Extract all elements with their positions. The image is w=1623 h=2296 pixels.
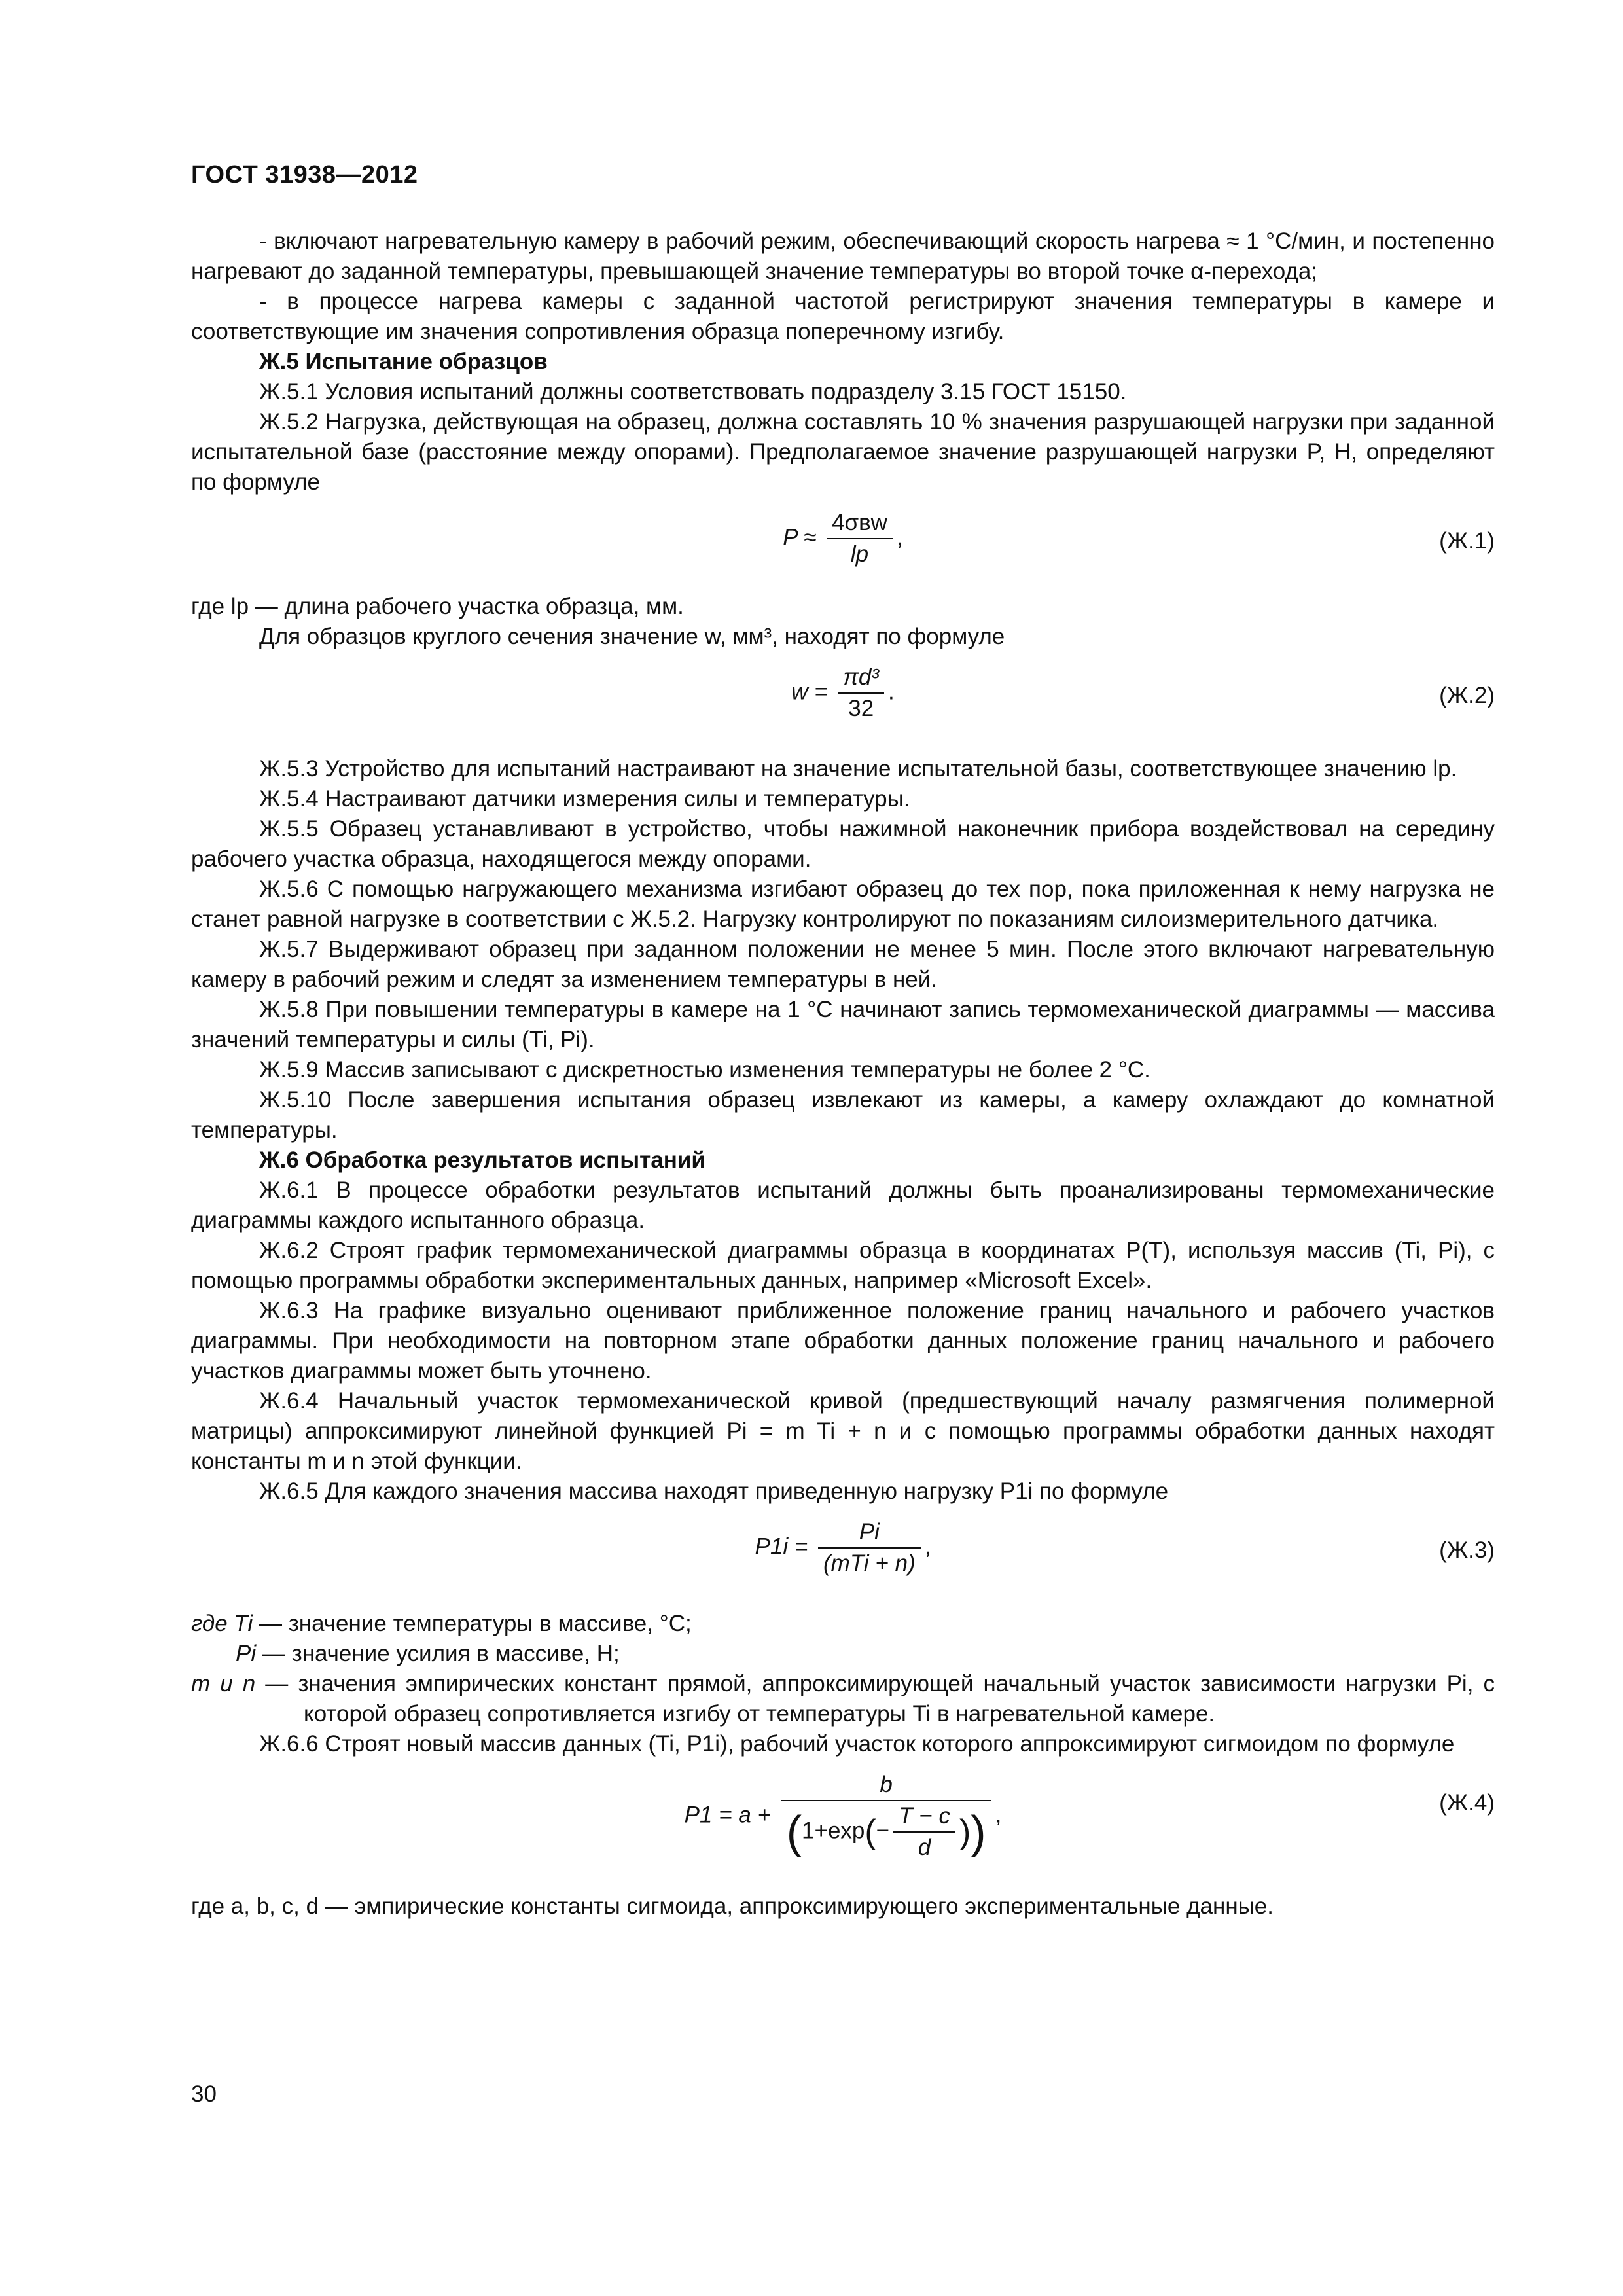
formula-tail: , [995, 1802, 1002, 1828]
body-text [191, 226, 1495, 1922]
paragraph: Ж.5.2 Нагрузка, действующая на образец, должна составлять 10 % значения разрушающей нагрузки при заданной испытательной базе (расстояние между опорами). Предполагаемое значение разрушающей нагрузки P, Н, определяют по формуле [191, 409, 1495, 495]
paragraph: Ж.5.7 Выдерживают образец при заданном положении не менее 5 мин. После этого включают нагревательную камеру в рабочий режим и следят за изменением температуры в ней. [191, 937, 1495, 992]
formula-lhs: P ≈ [783, 524, 817, 550]
where-symbol: где Ti [191, 1611, 253, 1636]
formula-zh1 [191, 508, 1495, 580]
formula-numerator: πd³ [838, 662, 884, 694]
formula-zh3 [191, 1517, 1495, 1596]
paragraph: Ж.5.1 Условия испытаний должны соответствовать подразделу 3.15 ГОСТ 15150. [259, 379, 1127, 404]
formula-fraction [818, 1517, 921, 1579]
formula-lhs: w = [791, 679, 828, 705]
formula-denominator: lp [850, 541, 869, 567]
where-text: — значения эмпирических констант прямой, аппроксимирующей начальный участок зависимости нагрузки Pi, с которой образец сопротивляется изгибу от температуры Ti в нагревательной камере. [265, 1671, 1495, 1727]
paragraph: Ж.6.2 Строят график термомеханической диаграммы образца в координатах P(T), используя массив (Ti, Pi), с помощью программы обработки экспериментальных данных, например «Microsoft Excel». [191, 1238, 1495, 1293]
formula-number: (Ж.1) [1439, 528, 1495, 554]
formula-number: (Ж.2) [1439, 683, 1495, 708]
paragraph: Ж.6.3 На графике визуально оценивают приближенное положение границ начального и рабочего участков диаграммы. При необходимости на повторном этапе обработки данных положение границ начального и рабочего участков диаграммы может быть уточнено. [191, 1298, 1495, 1384]
formula-lhs: P1 = a + [684, 1802, 771, 1828]
where-symbol: m и n [191, 1671, 256, 1696]
where-item [191, 1639, 1495, 1669]
section-heading: Ж.6 Обработка результатов испытаний [259, 1147, 705, 1173]
paragraph: - в процессе нагрева камеры с заданной частотой регистрируют значения температуры в камере и соответствующие им значения сопротивления образца поперечному изгибу. [191, 289, 1495, 344]
formula-denominator: (mTi + n) [823, 1551, 916, 1576]
paragraph: Ж.5.3 Устройство для испытаний настраивают на значение испытательной базы, соответствующее значению lp. [259, 756, 1457, 781]
paragraph: Ж.6.1 В процессе обработки результатов испытаний должны быть проанализированы термомеханические диаграммы каждого испытанного образца. [191, 1177, 1495, 1233]
formula-fraction [781, 1770, 991, 1863]
formula-zh4 [191, 1770, 1495, 1868]
where-list [191, 1609, 1495, 1729]
formula-inner-numerator: T − c [893, 1801, 955, 1833]
paragraph: где lp — длина рабочего участка образца, мм. [191, 594, 684, 619]
paragraph: Для образцов круглого сечения значение w, мм³, находят по формуле [259, 624, 1005, 649]
page-number: 30 [191, 2081, 217, 2107]
where-symbol: Pi [236, 1641, 257, 1666]
formula-zh2 [191, 662, 1495, 734]
where-item [191, 1609, 1495, 1639]
paragraph: Ж.5.8 При повышении температуры в камере на 1 °С начинают запись термомеханической диаграммы — массива значений температуры и силы (Ti, Pi). [191, 997, 1495, 1052]
formula-fraction [827, 508, 893, 569]
where-text: — значение усилия в массиве, Н; [262, 1641, 620, 1666]
paragraph: Ж.6.6 Строят новый массив данных (Ti, P1i), рабочий участок которого аппроксимируют сигмоидом по формуле [259, 1731, 1455, 1757]
paragraph: Ж.5.6 С помощью нагружающего механизма изгибают образец до тех пор, пока приложенная к нему нагрузка не станет равной нагрузке в соответствии с Ж.5.2. Нагрузку контролируют по показаниям силоизмерительного датчика. [191, 876, 1495, 932]
formula-numerator: Pi [818, 1517, 921, 1549]
document-header: ГОСТ 31938—2012 [191, 161, 418, 188]
formula-exp: 1+exp [802, 1818, 865, 1844]
paragraph: - включают нагревательную камеру в рабочий режим, обеспечивающий скорость нагрева ≈ 1 °С/мин, и постепенно нагревают до заданной температуры, превышающей значение температуры во второй точке α-перехода; [191, 228, 1495, 284]
paragraph: Ж.5.4 Настраивают датчики измерения силы и температуры. [259, 786, 910, 812]
formula-inner-fraction [893, 1801, 955, 1863]
formula-tail: , [896, 524, 903, 550]
formula-lhs: P1i = [755, 1534, 808, 1560]
formula-numerator: 4σвw [827, 508, 893, 539]
formula-tail: , [924, 1534, 931, 1560]
paragraph: Ж.5.5 Образец устанавливают в устройство, чтобы нажимной наконечник прибора воздействовал на середину рабочего участка образца, находящегося между опорами. [191, 816, 1495, 872]
formula-denominator: (1+exp(− $\frac{T - c}{d}$ )) [781, 1801, 991, 1863]
paragraph: Ж.6.5 Для каждого значения массива находят приведенную нагрузку P1i по формуле [259, 1479, 1169, 1504]
formula-denominator: 32 [848, 696, 874, 721]
formula-number: (Ж.3) [1439, 1537, 1495, 1563]
paragraph: Ж.5.9 Массив записывают с дискретностью изменения температуры не более 2 °С. [259, 1057, 1150, 1083]
section-heading: Ж.5 Испытание образцов [259, 349, 548, 374]
where-text: — значение температуры в массиве, °С; [259, 1611, 692, 1636]
paragraph: Ж.5.10 После завершения испытания образец извлекают из камеры, а камеру охлаждают до комнатной температуры. [191, 1087, 1495, 1143]
paragraph: Ж.6.4 Начальный участок термомеханической кривой (предшествующий началу размягчения полимерной матрицы) аппроксимируют линейной функцией Pi = m Ti + n и с помощью программы обработки данных находят константы m и n этой функции. [191, 1388, 1495, 1474]
formula-fraction [838, 662, 884, 724]
paragraph: где a, b, c, d — эмпирические константы сигмоида, аппроксимирующего экспериментальные данные. [191, 1893, 1274, 1919]
where-item [191, 1669, 1495, 1729]
formula-number: (Ж.4) [1439, 1790, 1495, 1816]
formula-numerator: b [781, 1770, 991, 1801]
formula-inner-denominator: d [918, 1835, 931, 1860]
formula-tail: . [888, 679, 895, 705]
